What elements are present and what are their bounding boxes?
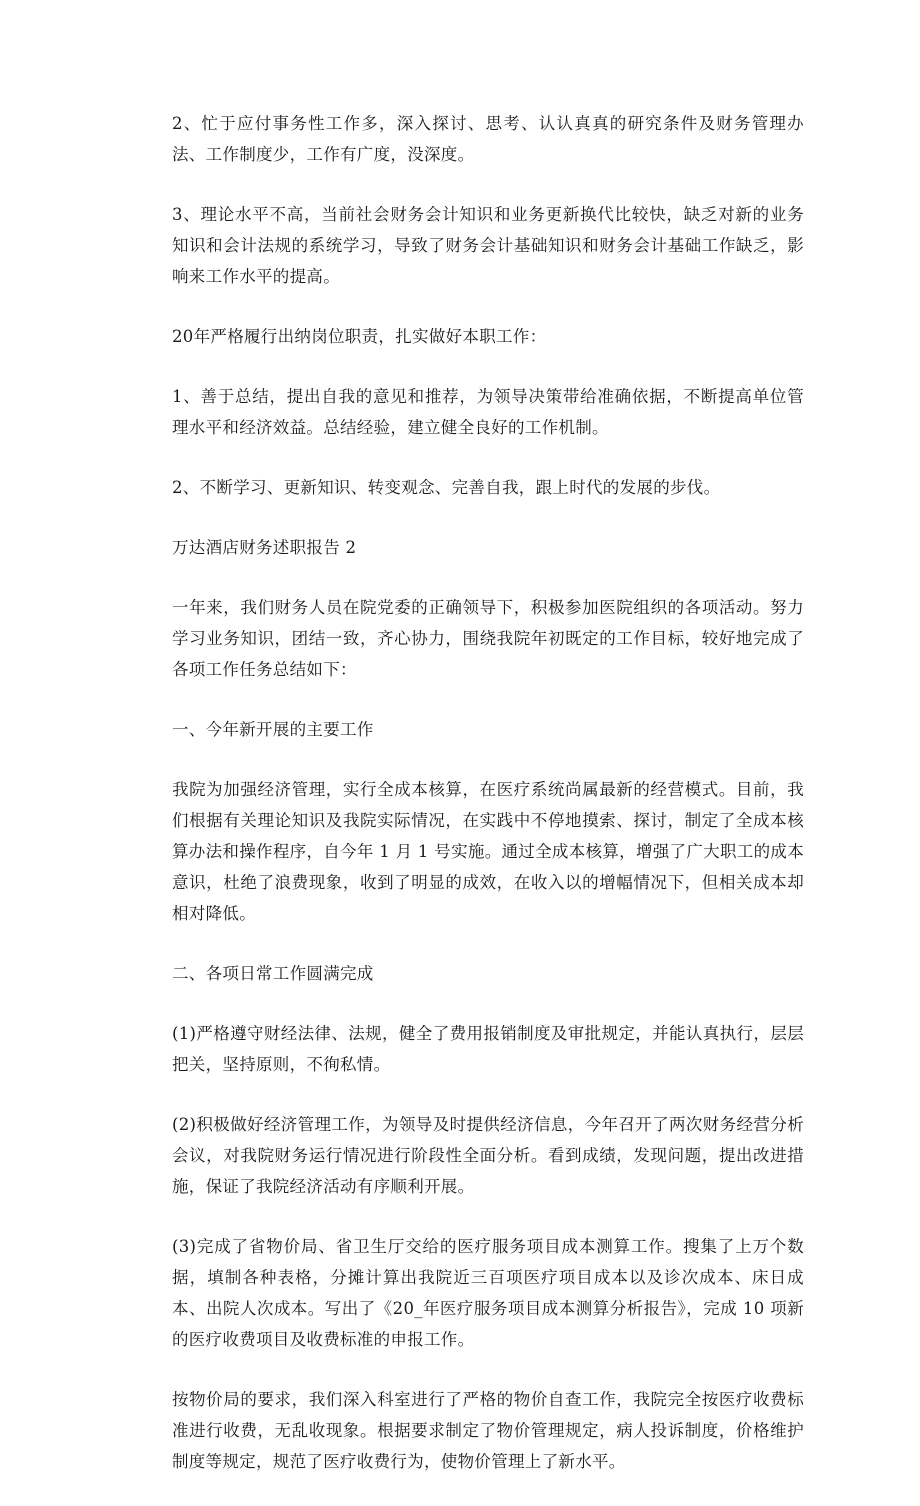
paragraph-year-overview: 一年来，我们财务人员在院党委的正确领导下，积极参加医院组织的各项活动。努力学习业务知识，团结一致，齐心协力，围绕我院年初既定的工作目标，较好地完成了各项工作任务总结如下： [172, 598, 804, 679]
section-title-report-2: 万达酒店财务述职报告 2 [172, 538, 357, 557]
paragraph-item-3-cost-measure: (3)完成了省物价局、省卫生厅交给的医疗服务项目成本测算工作。搜集了上万个数据，填制各种表格，分摊计算出我院近三百项医疗项目成本以及诊次成本、床日成本、出院人次成本。写出了《20_年医疗服务项目成本测算分析报告》，完成 10 项新的医疗收费项目及收费标准的申报工作。 [172, 1237, 804, 1349]
heading-new-work: 一、今年新开展的主要工作 [172, 720, 374, 739]
heading-daily-work: 二、各项日常工作圆满完成 [172, 964, 374, 983]
paragraph-point-3-theory: 3、理论水平不高，当前社会财务会计知识和业务更新换代比较快，缺乏对新的业务知识和会计法规的系统学习，导致了财务会计基础知识和财务会计基础工作缺乏，影响来工作水平的提高。 [172, 205, 804, 286]
paragraph-duty-intro: 20年严格履行出纳岗位职责，扎实做好本职工作： [172, 327, 547, 346]
document-body [172, 108, 804, 1506]
paragraph-item-2-economic: (2)积极做好经济管理工作，为领导及时提供经济信息，今年召开了两次财务经营分析会议，对我院财务运行情况进行阶段性全面分析。看到成绩，发现问题，提出改进措施，保证了我院经济活动有序顺利开展。 [172, 1115, 804, 1196]
paragraph-point-2-workload: 2、忙于应付事务性工作多，深入探讨、思考、认认真真的研究条件及财务管理办法、工作制度少，工作有广度，没深度。 [172, 114, 804, 164]
paragraph-duty-1-summary: 1、善于总结，提出自我的意见和推荐，为领导决策带给准确依据，不断提高单位管理水平和经济效益。总结经验，建立健全良好的工作机制。 [172, 387, 804, 437]
paragraph-cost-accounting: 我院为加强经济管理，实行全成本核算，在医疗系统尚属最新的经营模式。目前，我们根据有关理论知识及我院实际情况，在实践中不停地摸索、探讨，制定了全成本核算办法和操作程序，自今年 1 月 1 号实施。通过全成本核算，增强了广大职工的成本意识，杜绝了浪费现象，收到了明显的成效，在收入以的增幅情况下，但相关成本却相对降低。 [172, 780, 804, 923]
paragraph-item-1-laws: (1)严格遵守财经法律、法规，健全了费用报销制度及审批规定，并能认真执行，层层把关，坚持原则，不徇私情。 [172, 1024, 804, 1074]
paragraph-duty-2-learning: 2、不断学习、更新知识、转变观念、完善自我，跟上时代的发展的步伐。 [172, 478, 721, 497]
paragraph-price-inspection: 按物价局的要求，我们深入科室进行了严格的物价自查工作，我院完全按医疗收费标准进行收费，无乱收现象。根据要求制定了物价管理规定，病人投诉制度，价格维护制度等规定，规范了医疗收费行为，使物价管理上了新水平。 [172, 1390, 804, 1471]
